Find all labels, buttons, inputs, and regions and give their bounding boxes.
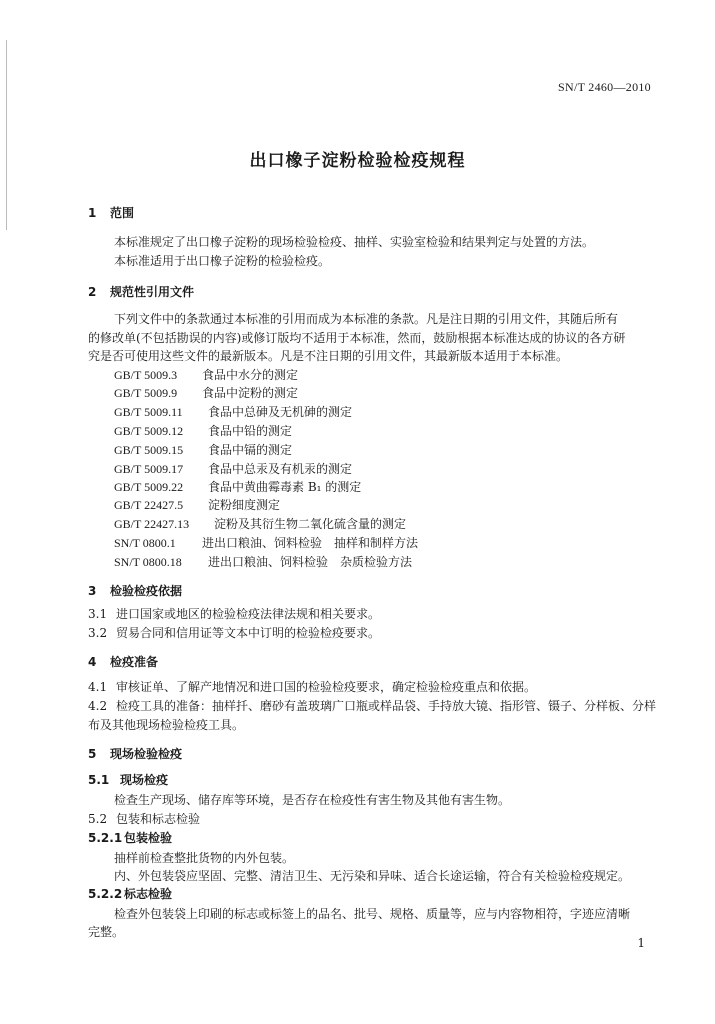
section-number: 3: [88, 584, 97, 598]
list-item: 4.1 审核证单、了解产地情况和进口国的检验检疫要求，确定检验检疫重点和依据。: [88, 680, 537, 694]
paragraph-line: 究是否可使用这些文件的最新版本。凡是不注日期的引用文件，其最新版本适用于本标准。: [88, 349, 569, 363]
section-2-heading: [88, 284, 194, 300]
paragraph-line: 下列文件中的条款通过本标准的引用而成为本标准的条款。凡是注日期的引用文件，其随后所有: [114, 312, 619, 326]
paragraph-line: 检查外包装袋上印刷的标志或标签上的品名、批号、规格、质量等，应与内容物相符，字迹应清晰: [114, 907, 631, 921]
section-1-heading: [88, 205, 134, 221]
paragraph: 内、外包装袋应坚固、完整、清洁卫生、无污染和异味、适合长途运输，符合有关检验检疫规定。: [114, 869, 631, 883]
reference-item: GB/T 5009.3 食品中水分的测定: [114, 368, 299, 382]
reference-item: SN/T 0800.1 进出口粮油、饲料检验 抽样和制样方法: [114, 536, 419, 550]
section-number: 2: [88, 285, 97, 299]
section-3-heading: [88, 583, 182, 599]
section-4-heading: [88, 654, 158, 670]
scan-edge-mark: [6, 170, 7, 230]
section-5-heading: [88, 746, 182, 762]
reference-item: GB/T 5009.12 食品中铅的测定: [114, 424, 293, 438]
list-item: 3.1 进口国家或地区的检验检疫法律法规和相关要求。: [88, 607, 381, 621]
paragraph-line: 的修改单(不包括勘误的内容)或修订版均不适用于本标准，然而，鼓励根据本标准达成的协议的各方研: [88, 331, 626, 345]
subsection-heading: 5.2.1 包装检验: [88, 831, 173, 845]
subsection-heading: 5.2 包装和标志检验: [88, 812, 201, 826]
section-title: 检疫准备: [110, 655, 159, 669]
reference-item: GB/T 5009.15 食品中镉的测定: [114, 443, 293, 457]
page-number: 1: [637, 936, 645, 950]
standard-code: SN/T 2460—2010: [558, 80, 651, 94]
list-item: 4.2 检疫工具的准备：抽样扦、磨砂有盖玻璃广口瓶或样品袋、手持放大镜、指形管、镊子、分样板、分样: [88, 699, 657, 713]
reference-item: GB/T 5009.17 食品中总汞及有机汞的测定: [114, 462, 353, 476]
section-title: 检验检疫依据: [110, 584, 183, 598]
reference-item: GB/T 5009.11 食品中总砷及无机砷的测定: [114, 405, 353, 419]
page-title: 出口橡子淀粉检验检疫规程: [249, 151, 466, 171]
paragraph: 本标准适用于出口橡子淀粉的检验检疫。: [114, 254, 331, 268]
list-item-continuation: 布及其他现场检验检疫工具。: [88, 718, 245, 732]
paragraph: 检查生产现场、储存库等环境，是否存在检疫性有害生物及其他有害生物。: [114, 793, 511, 807]
subsection-heading: 5.2.2 标志检验: [88, 887, 173, 901]
reference-item: GB/T 22427.13 淀粉及其衍生物二氧化硫含量的测定: [114, 517, 407, 531]
reference-item: GB/T 5009.22 食品中黄曲霉毒素 B₁ 的测定: [114, 480, 362, 494]
reference-item: GB/T 22427.5 淀粉细度测定: [114, 498, 281, 512]
section-number: 4: [88, 655, 97, 669]
section-number: 1: [88, 206, 97, 220]
reference-item: GB/T 5009.9 食品中淀粉的测定: [114, 386, 299, 400]
subsection-heading: 5.1 现场检疫: [88, 773, 169, 787]
section-title: 规范性引用文件: [110, 285, 195, 299]
paragraph-line: 完整。: [88, 925, 125, 939]
list-item: 3.2 贸易合同和信用证等文本中订明的检验检疫要求。: [88, 626, 381, 640]
section-title: 现场检验检疫: [110, 747, 183, 761]
paragraph: 本标准规定了出口橡子淀粉的现场检验检疫、抽样、实验室检验和结果判定与处置的方法。: [114, 235, 595, 249]
reference-item: SN/T 0800.18 进出口粮油、饲料检验 杂质检验方法: [114, 555, 413, 569]
section-number: 5: [88, 747, 97, 761]
paragraph: 抽样前检查整批货物的内外包装。: [114, 851, 295, 865]
section-title: 范围: [110, 206, 135, 220]
